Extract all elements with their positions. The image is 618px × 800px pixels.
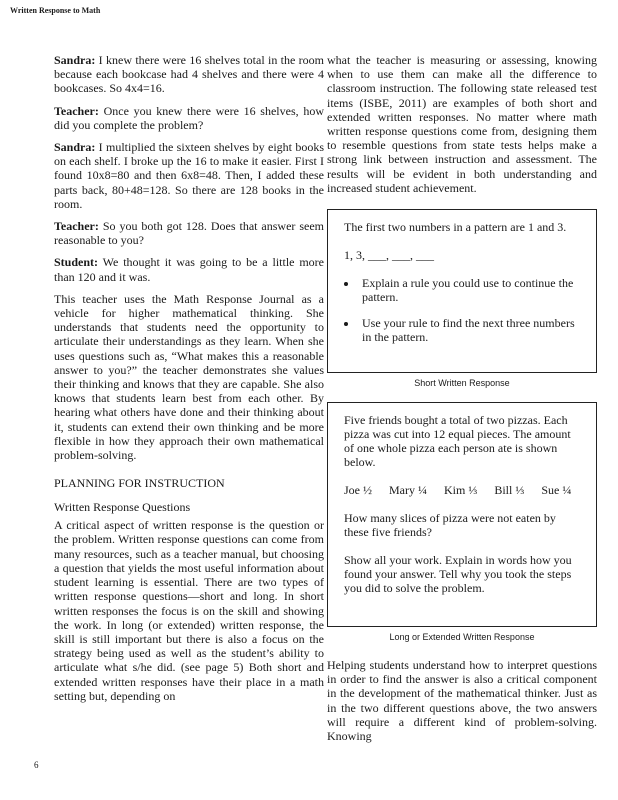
body-paragraph: A critical aspect of written response is the question or the problem. Written response questions can come from many resources, such as a teacher manual, but choosing a question that yields the most useful information about student learning is essential. There are two types of written response questions—short and long. In short written responses the focus is on the skill and showing the work. In long (or extended) written response, the skill is still important but there is also a focus on the strategy being used as well as the student’s ability to articulate what s/he did. (see page 5) Both short and extended written responses have their place in a math setting but, depending on <box>54 518 324 703</box>
friend-amount: Bill ⅓ <box>494 483 525 498</box>
dialogue-speaker: Teacher: <box>54 219 99 234</box>
friend-amount: Sue ¼ <box>541 483 572 498</box>
short-response-caption: Short Written Response <box>414 378 510 389</box>
dialogue-speaker: Sandra: <box>54 53 96 67</box>
pizza-prompt: Five friends bought a total of two pizzas. Each pizza was cut into 12 equal pieces. The amount of one whole pizza each person ate is shown below. <box>344 413 571 470</box>
pattern-prompt: The first two numbers in a pattern are 1 and 3. <box>344 220 567 235</box>
page-number: 6 <box>34 760 39 770</box>
running-header: Written Response to Math <box>10 6 101 15</box>
dialogue-text: Once you knew there were 16 shelves, how did you complete the problem? <box>54 103 324 132</box>
body-paragraph: what the teacher is measuring or assessing, knowing when to use them can make all the difference to classroom instruction. The following state released test items (ISBE, 2011) are examples of both short and extended written responses. No matter where math written response questions come from, designing them to resemble questions from state tests helps make a strong link between instruction and assessment. The results will be evident in both understanding and increased student achievement. <box>327 53 597 195</box>
prompt-bullet: • Use your rule to find the next three numbers in the pattern. <box>358 316 580 344</box>
section-heading: PLANNING FOR INSTRUCTION <box>54 476 225 491</box>
right-column <box>327 53 597 751</box>
short-response-example-box <box>327 209 597 373</box>
dialogue-text: I multiplied the sixteen shelves by eight books on each shelf. I broke up the 16 to make it easier. First I found 10x8=80 and then 6x8=48. Then, I added these parts back, 80+48=128. So there are 128 books in the room. <box>54 140 324 211</box>
dialogue-line <box>54 140 324 211</box>
long-response-example-box <box>327 402 597 627</box>
dialogue-speaker: Teacher: <box>54 103 99 118</box>
section-subheading: Written Response Questions <box>54 500 191 515</box>
dialogue-text: I knew there were 16 shelves total in the room because each bookcase had 4 shelves and there were 4 bookcases. So 4x4=16. <box>54 53 324 96</box>
dialogue-line <box>54 255 324 283</box>
pattern-sequence: 1, 3, ___, ___, ___ <box>344 248 434 263</box>
prompt-bullet: • Explain a rule you could use to continue the pattern. <box>358 276 580 304</box>
friend-amount: Mary ¼ <box>389 483 427 498</box>
dialogue-text: So you both got 128. Does that answer seem reasonable to you? <box>54 219 324 248</box>
friends-list <box>344 483 580 497</box>
dialogue-speaker: Student: <box>54 255 99 270</box>
friend-amount: Joe ½ <box>344 483 372 498</box>
dialogue-line <box>54 53 324 96</box>
dialogue-line <box>54 104 324 132</box>
dialogue-text: We thought it was going to be a little more than 120 and it was. <box>54 255 324 284</box>
left-column <box>54 53 324 711</box>
body-paragraph: Helping students understand how to interpret questions in order to find the answer is also a critical component in the development of the mathematical thinker. Just as in the two different questions above, the two answers will require a different kind of problem-solving. Knowing <box>327 658 597 744</box>
long-response-caption: Long or Extended Written Response <box>389 632 535 643</box>
friend-amount: Kim ⅓ <box>444 483 478 498</box>
pizza-instructions: Show all your work. Explain in words how you found your answer. Tell why you took the steps you did to solve the problem. <box>344 553 572 596</box>
body-paragraph: This teacher uses the Math Response Journal as a vehicle for higher mathematical thinking. She understands that students need the opportunity to articulate their understandings as they learn. When she uses questions such as, “What makes this a reasonable answer to you?” the teacher demonstrates she values their thinking and knows that they are capable. She also knows that students learn best from each other. By hearing what others have done and their thinking about it, students can extend their own thinking and be more flexible in how they approach their own mathematical problem-solving. <box>54 291 324 463</box>
dialogue-speaker: Sandra: <box>54 140 96 155</box>
dialogue-line <box>54 219 324 247</box>
pizza-question: How many slices of pizza were not eaten by these five friends? <box>344 511 556 540</box>
prompt-bullet-list <box>344 276 580 344</box>
